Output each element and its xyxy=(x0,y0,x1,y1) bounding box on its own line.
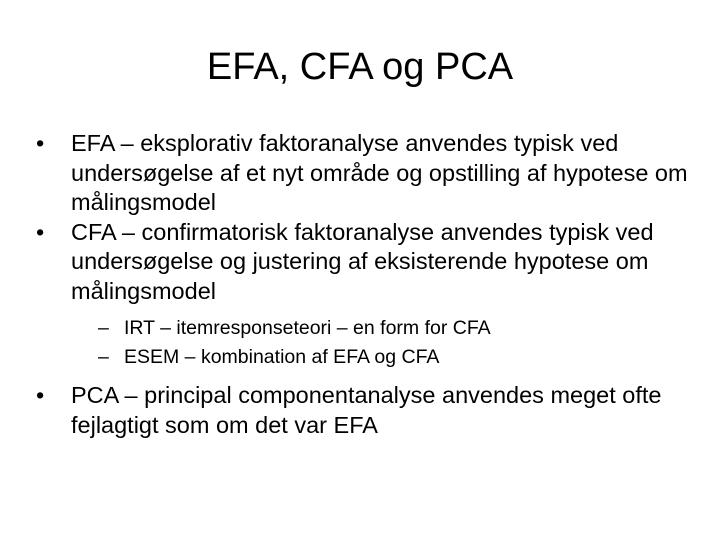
bullet-dot-icon: • xyxy=(36,382,45,408)
sub-bullet-item-esem xyxy=(98,343,696,372)
sub-bullet-text: IRT – itemresponseteori – en form for CFA xyxy=(124,317,491,339)
bullet-text: EFA – eksplorativ faktoranalyse anvendes typisk ved undersøgelse af et nyt område og opstilling af hypotese om målingsmodel xyxy=(71,130,688,215)
bullet-dot-icon: • xyxy=(36,130,45,156)
sub-bullet-list xyxy=(71,314,696,371)
dash-icon: – xyxy=(98,345,109,368)
bullet-text: PCA – principal componentanalyse anvendes meget ofte fejlagtigt som om det var EFA xyxy=(71,382,662,438)
dash-icon: – xyxy=(98,317,109,339)
bullet-dot-icon: • xyxy=(36,218,45,245)
bullet-item-cfa xyxy=(36,218,696,372)
sub-bullet-item-irt xyxy=(98,314,696,343)
sub-bullet-text: ESEM – kombination af EFA og CFA xyxy=(124,345,440,368)
bullet-list xyxy=(36,129,696,440)
bullet-item-efa xyxy=(36,129,696,218)
bullet-item-pca xyxy=(36,381,696,440)
slide-title: EFA, CFA og PCA xyxy=(206,46,514,88)
bullet-text: CFA – confirmatorisk faktoranalyse anvendes typisk ved undersøgelse og justering af eksisterende hypotese om målingsmodel xyxy=(71,218,654,304)
